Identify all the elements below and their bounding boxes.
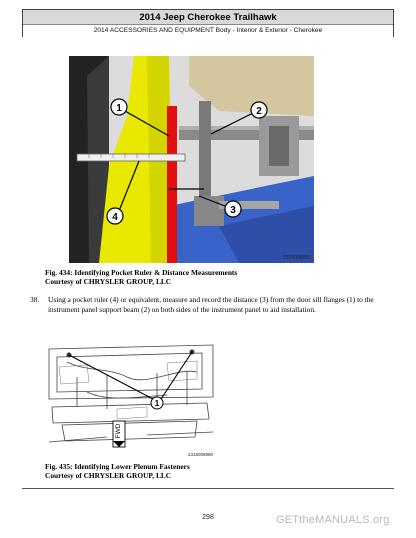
document-title: 2014 Jeep Cherokee Trailhawk xyxy=(139,12,277,23)
figure-435-caption: Fig. 435: Identifying Lower Plenum Fasteners xyxy=(45,462,190,471)
figure-434-caption: Fig. 434: Identifying Pocket Ruler & Distance Measurements xyxy=(45,268,238,277)
pocket-ruler-illustration xyxy=(69,56,314,263)
document-header xyxy=(22,9,394,37)
page-number: 298 xyxy=(202,514,214,521)
step-number: 38. xyxy=(30,295,40,304)
callout-2: 2 xyxy=(256,106,262,117)
footer-divider xyxy=(22,488,394,489)
document-subtitle: 2014 ACCESSORIES AND EQUIPMENT Body - Interior & Exterior - Cherokee xyxy=(23,24,393,38)
plenum-fasteners-illustration xyxy=(47,337,215,459)
figure-435-credit: Courtesy of CHRYSLER GROUP, LLC xyxy=(45,471,172,480)
fwd-label: FWD xyxy=(115,423,122,439)
step-instruction: Using a pocket ruler (4) or equivalent, measure and record the distance (3) from the door sill flanges (1) to the instrument panel support beam (2) on both sides of the instrument panel to aid installation. xyxy=(48,295,374,314)
figure-434-illustration xyxy=(69,56,314,263)
figure2-callout-1: 1 xyxy=(154,399,160,408)
watermark: GETtheMANUALS.org xyxy=(276,514,390,526)
callout-3: 3 xyxy=(230,205,236,216)
callout-1: 1 xyxy=(116,103,122,114)
figure-435-illustration xyxy=(47,337,215,459)
callout-4: 4 xyxy=(112,212,118,223)
figure2-code: 2315008980 xyxy=(187,452,213,457)
figure-434-credit: Courtesy of CHRYSLER GROUP, LLC xyxy=(45,277,172,286)
forward-arrow-icon xyxy=(113,421,125,447)
figure1-code: 2315008652 xyxy=(283,255,311,261)
